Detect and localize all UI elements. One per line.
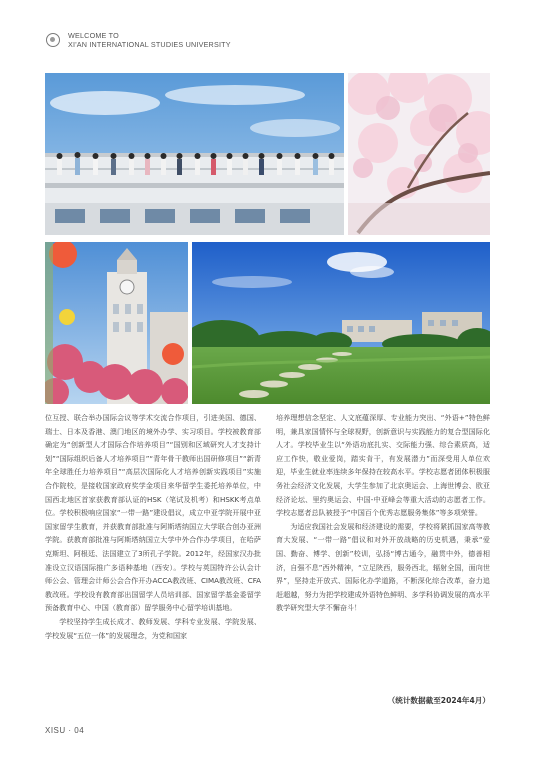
header-line-2: XI'AN INTERNATIONAL STUDIES UNIVERSITY (68, 40, 231, 49)
university-emblem-icon (46, 33, 60, 47)
page-footer: XISU · 04 (45, 726, 85, 735)
page-header (46, 28, 231, 52)
photo-cherry-blossoms (348, 73, 490, 235)
header-line-1: WELCOME TO (68, 31, 119, 40)
body-paragraph: 培养理想信念坚定、人文底蕴深厚、专业能力突出、“外语+”特色鲜明，兼具家国情怀与全球视野，创新意识与实践能力的复合型国际化人才。学校毕业生以“外语功底扎实、交际能力强、综合素质高，适应工作快，敬业爱岗，踏实肯干，有发展潜力”而深受用人单位欢迎，毕业生就业率连续多年保持在较高水平。学校志愿者团体积极服务社会经济文化发展，大学生参加了北京奥运会、上海世博会、欧亚经济论坛、里约奥运会、中国-中亚峰会等重大活动的志愿者工作。学校志愿者总队被授予“中国百个优秀志愿服务集体”等多项荣誉。 (276, 413, 490, 518)
photo-students-rooftop (45, 73, 344, 235)
header-text (68, 31, 231, 49)
body-column-right (276, 411, 490, 615)
photo-campus-lawn (192, 242, 490, 404)
body-paragraph: 位互授、联合举办国际会议等学术交流合作项目，引进美国、德国、瑞士、日本及香港、澳门地区的境外办学、实习项目。学校被教育部确定为“创新型人才国际合作培养项目”“国别和区域研究人才支持计划”“国际组织后备人才培养项目”“青年骨干教师出国研修项目”“新青年全球胜任力培养项目”“高层次国际化人才培养创新实践项目”实施合作院校，是接收国家政府奖学金项目来华留学生委托培养单位，中国西北地区首家获教育部认证的HSK（笔试及机考）和HSKK考点单位。学校积极响应国家“一带一路”建设倡议，成立中亚学院开展中亚国家留学生教育，并获教育部批准与阿斯塔纳国立大学联合创办亚洲学院。获教育部批准与阿斯塔纳国立大学中外合作办学项目，在哈萨克斯坦、阿根廷、法国建立了3所孔子学院。2012年，经国家汉办批准设立汉语国际推广多语种基地（西安）。学校与英国特许公认会计师公会、管理会计师公会合作开办ACCA教改班、CIMA教改班、CFA教改班。学校设有教育部出国留学人员培训部、国家留学基金委留学预备教育中心、中国（教育部）留学服务中心留学培训基地。 (45, 413, 261, 613)
statistics-note: （统计数据截至2024年4月） (387, 696, 490, 705)
body-paragraph: 为适应我国社会发展和经济建设的需要，学校将紧抓国家高等教育大发展、“一带一路”倡议和对外开放战略的历史机遇，秉承“爱国、勤奋、博学、创新”校训，弘扬“博古通今，融贯中外，德善相济，自强不息”西外精神，“立足陕西，服务西北，辐射全国，面向世界”，坚持走开放式、国际化办学道路，不断深化综合改革，奋力追赶超越，努力为把学校建成外语特色鲜明、多学科协调发展的高水平教学研究型大学不懈奋斗！ (276, 521, 490, 613)
body-paragraph: 学校坚持学生成长成才、教师发展、学科专业发展、学院发展、学校发展“五位一体”的发展理念，为党和国家 (45, 616, 261, 640)
photo-clock-tower (45, 242, 188, 404)
body-column-left (45, 411, 261, 642)
